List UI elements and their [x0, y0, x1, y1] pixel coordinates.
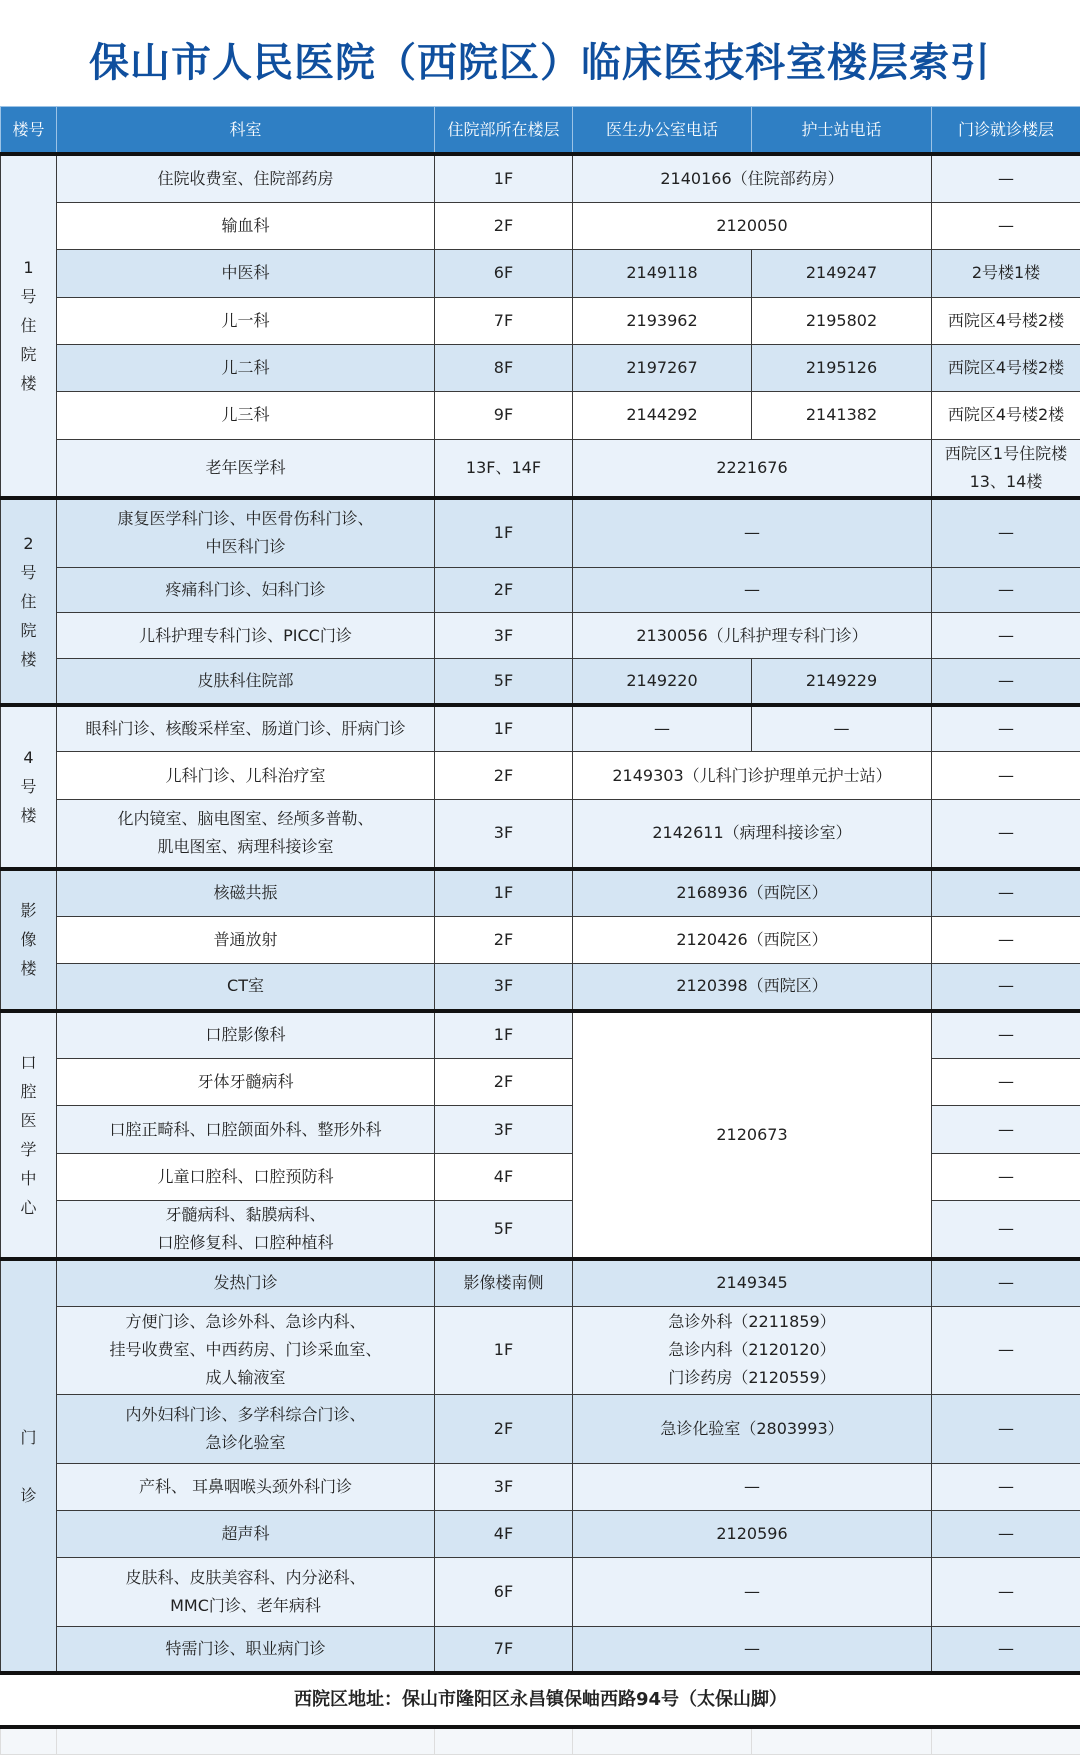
clinic-floor-cell: —: [932, 1106, 1080, 1154]
phone-cell: —: [573, 1557, 932, 1626]
inpatient-floor-cell: 3F: [435, 1106, 573, 1154]
clinic-floor-cell: —: [932, 869, 1080, 917]
address-row: [1, 1673, 1080, 1727]
inpatient-floor-cell: 2F: [435, 202, 573, 249]
department-cell: 儿二科: [57, 344, 435, 391]
department-cell: 儿三科: [57, 391, 435, 439]
department-cell: 特需门诊、职业病门诊: [57, 1626, 435, 1673]
table-row: [1, 344, 1080, 391]
department-cell: 超声科: [57, 1510, 435, 1557]
inpatient-floor-cell: 3F: [435, 1463, 573, 1510]
department-cell: 牙髓病科、黏膜病科、 口腔修复科、口腔种植科: [57, 1201, 435, 1260]
building-label: 影 像 楼: [1, 869, 57, 1011]
clinic-floor-cell: —: [932, 1463, 1080, 1510]
phone-cell: 2120596: [573, 1510, 932, 1557]
clinic-floor-cell: —: [932, 705, 1080, 752]
table-row: [1, 1306, 1080, 1394]
doctor-phone-cell: 2149220: [573, 659, 752, 705]
phone-cell: 2149345: [573, 1259, 932, 1306]
inpatient-floor-cell: 5F: [435, 1201, 573, 1260]
phone-cell: 急诊化验室（2803993）: [573, 1394, 932, 1463]
clinic-floor-cell: —: [932, 1557, 1080, 1626]
table-row: [1, 1011, 1080, 1059]
inpatient-floor-cell: 7F: [435, 297, 573, 344]
clinic-floor-cell: —: [932, 154, 1080, 202]
doctor-phone-cell: —: [573, 705, 752, 752]
table-row: [1, 659, 1080, 705]
clinic-floor-cell: —: [932, 1154, 1080, 1201]
department-cell: 儿科门诊、儿科治疗室: [57, 752, 435, 800]
page-title: 保山市人民医院（西院区）临床医技科室楼层索引: [0, 0, 1080, 106]
nurse-phone-cell: 2149229: [752, 659, 932, 705]
department-cell: 儿科护理专科门诊、PICC门诊: [57, 613, 435, 659]
phone-cell: 2142611（病理科接诊室）: [573, 800, 932, 869]
phone-cell: 急诊外科（2211859） 急诊内科（2120120） 门诊药房（2120559）: [573, 1306, 932, 1394]
shared-phone-cell: 2120673: [573, 1011, 932, 1260]
inpatient-floor-cell: 1F: [435, 1011, 573, 1059]
inpatient-floor-cell: 1F: [435, 869, 573, 917]
table-row: [1, 1626, 1080, 1673]
table-row: [1, 800, 1080, 869]
clinic-floor-cell: —: [932, 202, 1080, 249]
clinic-floor-cell: 2号楼1楼: [932, 249, 1080, 297]
department-cell: CT室: [57, 964, 435, 1011]
phone-cell: —: [573, 1626, 932, 1673]
table-row: [1, 1557, 1080, 1626]
phone-cell: 2120426（西院区）: [573, 917, 932, 964]
header-department: 科室: [57, 107, 435, 155]
inpatient-floor-cell: 4F: [435, 1510, 573, 1557]
building-label: 4 号 楼: [1, 705, 57, 869]
table-row: [1, 1463, 1080, 1510]
department-cell: 输血科: [57, 202, 435, 249]
table-row: [1, 613, 1080, 659]
clinic-floor-cell: —: [932, 1394, 1080, 1463]
clinic-floor-cell: —: [932, 1259, 1080, 1306]
table-row: [1, 752, 1080, 800]
nurse-phone-cell: 2149247: [752, 249, 932, 297]
inpatient-floor-cell: 9F: [435, 391, 573, 439]
nurse-phone-cell: 2195802: [752, 297, 932, 344]
inpatient-floor-cell: 1F: [435, 705, 573, 752]
doctor-phone-cell: 2144292: [573, 391, 752, 439]
header-building: 楼号: [1, 107, 57, 155]
inpatient-floor-cell: 影像楼南侧: [435, 1259, 573, 1306]
table-row: [1, 568, 1080, 613]
table-row: [1, 391, 1080, 439]
department-cell: 内外妇科门诊、多学科综合门诊、 急诊化验室: [57, 1394, 435, 1463]
address-text: 西院区地址：保山市隆阳区永昌镇保岫西路94号（太保山脚）: [1, 1673, 1080, 1727]
department-cell: 牙体牙髓病科: [57, 1059, 435, 1106]
department-cell: 儿一科: [57, 297, 435, 344]
table-row: [1, 1510, 1080, 1557]
doctor-phone-cell: 2149118: [573, 249, 752, 297]
department-cell: 疼痛科门诊、妇科门诊: [57, 568, 435, 613]
department-cell: 普通放射: [57, 917, 435, 964]
clinic-floor-cell: —: [932, 659, 1080, 705]
clinic-floor-cell: —: [932, 800, 1080, 869]
table-row: [1, 154, 1080, 202]
inpatient-floor-cell: 1F: [435, 1306, 573, 1394]
table-row: [1, 705, 1080, 752]
inpatient-floor-cell: 2F: [435, 752, 573, 800]
department-cell: 中医科: [57, 249, 435, 297]
department-cell: 老年医学科: [57, 439, 435, 498]
phone-cell: —: [573, 1463, 932, 1510]
clinic-floor-cell: —: [932, 568, 1080, 613]
inpatient-floor-cell: 5F: [435, 659, 573, 705]
inpatient-floor-cell: 13F、14F: [435, 439, 573, 498]
department-cell: 口腔影像科: [57, 1011, 435, 1059]
phone-cell: 2149303（儿科门诊护理单元护士站）: [573, 752, 932, 800]
clinic-floor-cell: —: [932, 613, 1080, 659]
header-inpatient-floor: 住院部所在楼层: [435, 107, 573, 155]
table-row: [1, 869, 1080, 917]
nurse-phone-cell: 2141382: [752, 391, 932, 439]
phone-cell: 2120050: [573, 202, 932, 249]
clinic-floor-cell: —: [932, 498, 1080, 568]
table-row: [1, 964, 1080, 1011]
building-label: 门 诊: [1, 1259, 57, 1673]
department-cell: 化内镜室、脑电图室、经颅多普勒、 肌电图室、病理科接诊室: [57, 800, 435, 869]
table-row: [1, 439, 1080, 498]
table-header-row: [1, 107, 1080, 155]
phone-cell: 2120398（西院区）: [573, 964, 932, 1011]
inpatient-floor-cell: 4F: [435, 1154, 573, 1201]
nurse-phone-cell: 2195126: [752, 344, 932, 391]
header-doctor-phone: 医生办公室电话: [573, 107, 752, 155]
clinic-floor-cell: —: [932, 964, 1080, 1011]
phone-cell: 2168936（西院区）: [573, 869, 932, 917]
building-label: 2 号 住 院 楼: [1, 498, 57, 705]
inpatient-floor-cell: 2F: [435, 917, 573, 964]
department-cell: 发热门诊: [57, 1259, 435, 1306]
clinic-floor-cell: —: [932, 1626, 1080, 1673]
header-nurse-phone: 护士站电话: [752, 107, 932, 155]
department-cell: 皮肤科、皮肤美容科、内分泌科、 MMC门诊、老年病科: [57, 1557, 435, 1626]
phone-cell: 2130056（儿科护理专科门诊）: [573, 613, 932, 659]
inpatient-floor-cell: 6F: [435, 1557, 573, 1626]
table-row: [1, 1259, 1080, 1306]
clinic-floor-cell: 西院区4号楼2楼: [932, 344, 1080, 391]
inpatient-floor-cell: 6F: [435, 249, 573, 297]
inpatient-floor-cell: 1F: [435, 498, 573, 568]
floor-index-table: [0, 106, 1080, 1755]
department-cell: 眼科门诊、核酸采样室、肠道门诊、肝病门诊: [57, 705, 435, 752]
inpatient-floor-cell: 3F: [435, 800, 573, 869]
department-cell: 方便门诊、急诊外科、急诊内科、 挂号收费室、中西药房、门诊采血室、 成人输液室: [57, 1306, 435, 1394]
inpatient-floor-cell: 7F: [435, 1626, 573, 1673]
clinic-floor-cell: 西院区4号楼2楼: [932, 297, 1080, 344]
building-label: 1 号 住 院 楼: [1, 154, 57, 498]
department-cell: 皮肤科住院部: [57, 659, 435, 705]
inpatient-floor-cell: 3F: [435, 964, 573, 1011]
phone-cell: 2140166（住院部药房）: [573, 154, 932, 202]
clinic-floor-cell: —: [932, 1011, 1080, 1059]
clinic-floor-cell: —: [932, 1306, 1080, 1394]
inpatient-floor-cell: 2F: [435, 568, 573, 613]
department-cell: 口腔正畸科、口腔颌面外科、整形外科: [57, 1106, 435, 1154]
inpatient-floor-cell: 2F: [435, 1059, 573, 1106]
building-label: 口 腔 医 学 中 心: [1, 1011, 57, 1260]
inpatient-floor-cell: 8F: [435, 344, 573, 391]
department-cell: 康复医学科门诊、中医骨伤科门诊、 中医科门诊: [57, 498, 435, 568]
inpatient-floor-cell: 3F: [435, 613, 573, 659]
phone-cell: 2221676: [573, 439, 932, 498]
table-row: [1, 202, 1080, 249]
header-clinic-floor: 门诊就诊楼层: [932, 107, 1080, 155]
department-cell: 核磁共振: [57, 869, 435, 917]
table-row: [1, 917, 1080, 964]
inpatient-floor-cell: 1F: [435, 154, 573, 202]
phone-cell: —: [573, 568, 932, 613]
table-row: [1, 297, 1080, 344]
table-row: [1, 1394, 1080, 1463]
clinic-floor-cell: —: [932, 752, 1080, 800]
clinic-floor-cell: —: [932, 1201, 1080, 1260]
table-row: [1, 498, 1080, 568]
doctor-phone-cell: 2197267: [573, 344, 752, 391]
clinic-floor-cell: —: [932, 1059, 1080, 1106]
clinic-floor-cell: 西院区4号楼2楼: [932, 391, 1080, 439]
table-row: [1, 249, 1080, 297]
nurse-phone-cell: —: [752, 705, 932, 752]
clinic-floor-cell: —: [932, 917, 1080, 964]
clinic-floor-cell: 西院区1号住院楼 13、14楼: [932, 439, 1080, 498]
department-cell: 产科、 耳鼻咽喉头颈外科门诊: [57, 1463, 435, 1510]
phone-cell: —: [573, 498, 932, 568]
inpatient-floor-cell: 2F: [435, 1394, 573, 1463]
doctor-phone-cell: 2193962: [573, 297, 752, 344]
department-cell: 住院收费室、住院部药房: [57, 154, 435, 202]
department-cell: 儿童口腔科、口腔预防科: [57, 1154, 435, 1201]
clinic-floor-cell: —: [932, 1510, 1080, 1557]
